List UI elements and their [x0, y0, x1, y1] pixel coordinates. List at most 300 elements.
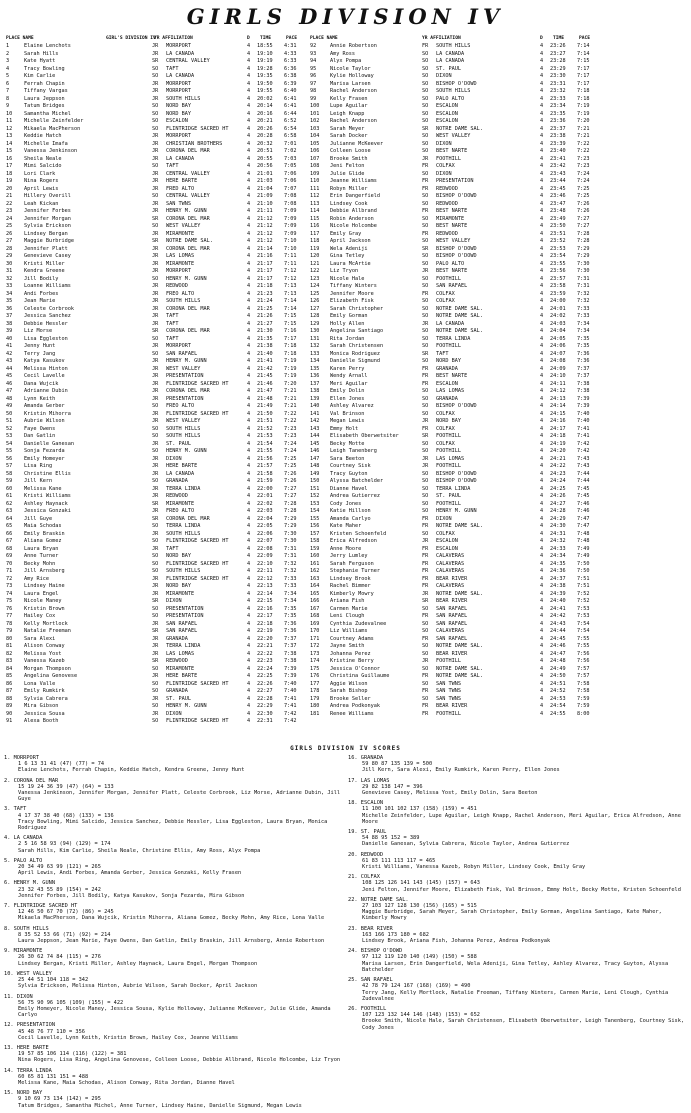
- cell-name: Aubrie Wilson: [24, 418, 65, 424]
- team-score-block: [348, 800, 686, 825]
- cell-yr: FR: [422, 373, 429, 379]
- cell-pace: 7:42: [284, 718, 297, 724]
- cell-aff: MIRAMONTE: [166, 500, 195, 507]
- cell-yr: JR: [152, 710, 159, 717]
- cell-d: 4: [540, 553, 544, 559]
- team-score-block: [348, 852, 686, 871]
- cell-yr: SO: [422, 388, 429, 394]
- team-score-block: [4, 903, 342, 922]
- table-row: [4, 142, 304, 148]
- cell-aff: SAN TWNS: [166, 200, 191, 207]
- cell-d: 4: [247, 553, 251, 559]
- cell-place: 9: [6, 103, 10, 109]
- cell-time: 21:48: [257, 395, 273, 402]
- cell-pace: 6:40: [284, 88, 297, 94]
- cell-place: 126: [310, 298, 320, 304]
- cell-aff: ESCALON: [436, 545, 458, 552]
- cell-name: Jessica Gonzaki: [24, 508, 71, 514]
- cell-time: 21:51: [257, 418, 273, 424]
- cell-yr: JR: [152, 50, 159, 57]
- cell-place: 160: [310, 553, 320, 559]
- cell-aff: HERE BARTE: [166, 673, 198, 679]
- cell-aff: GRANADA: [166, 688, 188, 694]
- cell-time: 19:19: [257, 58, 273, 64]
- cell-pace: 7:27: [284, 485, 297, 492]
- table-row: [4, 674, 304, 680]
- cell-pace: 7:18: [284, 343, 297, 349]
- cell-pace: 7:50: [577, 568, 590, 574]
- cell-time: 24:02: [550, 313, 566, 319]
- cell-place: 27: [6, 238, 13, 244]
- cell-yr: SO: [152, 433, 159, 439]
- team-name: ESCALON: [360, 800, 384, 807]
- cell-pace: 7:23: [577, 155, 590, 162]
- cell-pace: 7:57: [577, 673, 590, 679]
- cell-time: 24:31: [550, 530, 566, 537]
- team-score-block: [4, 1022, 342, 1041]
- cell-time: 20:32: [257, 140, 273, 147]
- cell-d: 4: [247, 253, 251, 259]
- cell-place: 130: [310, 328, 320, 334]
- cell-place: 106: [310, 148, 320, 154]
- cell-d: 4: [540, 635, 544, 642]
- cell-d: 4: [540, 433, 544, 439]
- cell-pace: 4:33: [284, 50, 297, 57]
- team-score-block: [4, 835, 342, 854]
- cell-pace: 7:53: [577, 613, 590, 619]
- cell-time: 20:51: [257, 148, 273, 154]
- cell-pace: 6:38: [284, 73, 297, 79]
- table-row: [4, 269, 304, 275]
- cell-time: 24:26: [550, 493, 566, 499]
- cell-name: Kimberly Mowry: [330, 590, 374, 597]
- table-row: [308, 374, 608, 380]
- cell-name: Megan Lewis: [330, 418, 365, 424]
- cell-time: 24:35: [550, 560, 566, 567]
- cell-aff: LA CANADA: [166, 50, 195, 57]
- cell-aff: BEST NARTE: [436, 148, 468, 154]
- cell-time: 21:54: [257, 440, 273, 447]
- cell-d: 4: [540, 590, 544, 597]
- cell-place: 31: [6, 268, 13, 274]
- cell-time: 21:59: [257, 478, 273, 484]
- cell-time: 24:21: [550, 455, 566, 462]
- cell-d: 4: [540, 380, 544, 387]
- table-row: [308, 652, 608, 658]
- cell-name: Jeni Felton: [330, 163, 365, 169]
- table-row: [4, 367, 304, 373]
- cell-d: 4: [540, 388, 544, 394]
- cell-time: 24:30: [550, 523, 566, 529]
- table-row: [4, 502, 304, 508]
- cell-d: 4: [540, 673, 544, 679]
- cell-name: Alexa Booth: [24, 718, 59, 724]
- cell-aff: SAN RAFAEL: [166, 620, 198, 627]
- cell-name: Sheila Neale: [24, 155, 62, 162]
- cell-aff: GRANADA: [436, 395, 458, 402]
- cell-pace: 6:41: [284, 95, 297, 102]
- cell-yr: JR: [422, 320, 429, 327]
- cell-time: 20:14: [257, 103, 273, 109]
- team-places: 25 44 51 104 118 = 342: [18, 977, 89, 984]
- table-row: [308, 247, 608, 253]
- table-row: [308, 502, 608, 508]
- cell-yr: SO: [152, 553, 159, 559]
- cell-aff: CORONA DEL MAR: [166, 515, 210, 522]
- cell-d: 4: [247, 343, 251, 349]
- team-places: 4 17 37 38 40 (68) (133) = 136: [18, 812, 114, 819]
- cell-place: 162: [310, 568, 320, 574]
- cell-aff: DIXON: [166, 710, 182, 717]
- cell-yr: FR: [422, 185, 429, 192]
- cell-d: 4: [540, 80, 544, 87]
- cell-time: 23:42: [550, 163, 566, 169]
- cell-name: Ferrah Chapin: [24, 80, 65, 87]
- table-row: [308, 202, 608, 208]
- cell-name: Emily Rumkirk: [24, 688, 65, 694]
- cell-yr: JR: [152, 575, 159, 582]
- team-name: BISHOP O'DOWD: [360, 948, 403, 955]
- cell-pace: 7:38: [577, 388, 590, 394]
- table-row: [4, 277, 304, 283]
- team-runners: Sylvia Erickson, Melissa Hinton, Aubrie Wilson, Sarah Docker, April Jackson: [18, 983, 258, 990]
- cell-yr: SR: [152, 515, 159, 522]
- team-name: PRESENTATION: [16, 1022, 56, 1029]
- cell-d: 4: [247, 673, 251, 679]
- cell-pace: 7:14: [284, 298, 297, 304]
- cell-d: 4: [540, 508, 544, 514]
- cell-pace: 6:54: [284, 125, 297, 132]
- cell-time: 21:58: [257, 470, 273, 477]
- cell-time: 23:32: [550, 88, 566, 94]
- cell-pace: 7:34: [284, 598, 297, 604]
- cell-aff: REDWOOD: [436, 185, 458, 192]
- cell-yr: JR: [152, 283, 159, 289]
- cell-place: 118: [310, 238, 320, 244]
- cell-place: 128: [310, 313, 320, 319]
- cell-yr: FR: [422, 425, 429, 432]
- cell-time: 22:08: [257, 545, 273, 552]
- cell-d: 4: [540, 185, 544, 192]
- team-rank: 5.: [4, 857, 11, 864]
- cell-pace: 7:22: [284, 418, 297, 424]
- cell-yr: SO: [152, 335, 159, 342]
- cell-pace: 7:41: [577, 425, 590, 432]
- cell-time: 24:45: [550, 635, 566, 642]
- cell-name: Debbie Allbrand: [330, 208, 377, 214]
- table-row: [4, 554, 304, 560]
- cell-d: 4: [247, 515, 251, 522]
- cell-time: 21:17: [257, 260, 273, 267]
- cell-pace: 7:48: [577, 530, 590, 537]
- cell-d: 4: [540, 170, 544, 177]
- cell-yr: JR: [152, 365, 159, 372]
- cell-yr: JR: [152, 208, 159, 214]
- cell-time: 21:38: [257, 343, 273, 349]
- cell-name: Danielle Sigmund: [330, 358, 380, 364]
- cell-yr: SR: [422, 350, 429, 357]
- cell-yr: SO: [422, 305, 429, 312]
- cell-aff: FOOTHILL: [436, 275, 461, 282]
- col-yr-affiliation: YR AFFILIATION: [154, 36, 193, 41]
- cell-time: 24:55: [550, 710, 566, 717]
- cell-pace: 7:47: [577, 515, 590, 522]
- cell-yr: JR: [152, 148, 159, 154]
- team-runners: Nina Rogers, Lisa Ring, Angelina Genovese, Colleen Loose, Debbie Allbrand, Nicole Holcombe, Liz Tryon: [18, 1057, 341, 1064]
- cell-place: 66: [6, 530, 13, 537]
- table-row: [308, 539, 608, 545]
- cell-time: 21:35: [257, 335, 273, 342]
- cell-d: 4: [540, 200, 544, 207]
- cell-yr: JR: [152, 545, 159, 552]
- team-score-block: [4, 806, 342, 831]
- cell-d: 4: [247, 463, 251, 469]
- table-row: [308, 554, 608, 560]
- cell-time: 23:57: [550, 275, 566, 282]
- cell-name: Lisa Ring: [24, 463, 53, 469]
- cell-place: 143: [310, 425, 320, 432]
- cell-aff: LAS LOMAS: [166, 650, 195, 657]
- cell-time: 24:40: [550, 598, 566, 604]
- cell-time: 23:40: [550, 148, 566, 154]
- team-places: 97 112 119 120 140 (149) (150) = 588: [362, 954, 477, 961]
- cell-yr: SO: [422, 440, 429, 447]
- cell-pace: 7:31: [284, 553, 297, 559]
- cell-pace: 7:28: [577, 230, 590, 237]
- cell-pace: 7:53: [577, 605, 590, 612]
- cell-time: 22:18: [257, 620, 273, 627]
- cell-d: 4: [247, 530, 251, 537]
- cell-name: Lindsey Bergan: [24, 230, 68, 237]
- cell-place: 107: [310, 155, 320, 162]
- cell-place: 2: [6, 50, 10, 57]
- table-row: [4, 494, 304, 500]
- table-row: [308, 239, 608, 245]
- cell-yr: FR: [422, 575, 429, 582]
- cell-time: 22:23: [257, 658, 273, 664]
- cell-place: 10: [6, 110, 13, 117]
- table-row: [4, 629, 304, 635]
- cell-name: Kelly Frasen: [330, 95, 368, 102]
- cell-place: 110: [310, 178, 320, 184]
- cell-time: 19:28: [257, 65, 273, 72]
- cell-yr: SR: [152, 58, 159, 64]
- cell-place: 96: [310, 73, 317, 79]
- cell-d: 4: [540, 208, 544, 214]
- cell-place: 115: [310, 215, 320, 222]
- cell-aff: BEST NARTE: [436, 268, 468, 274]
- cell-pace: 7:23: [284, 433, 297, 439]
- cell-pace: 6:58: [284, 133, 297, 139]
- cell-pace: 7:30: [284, 530, 297, 537]
- cell-pace: 7:36: [577, 350, 590, 357]
- cell-pace: 7:50: [577, 560, 590, 567]
- cell-aff: BEAR RIVER: [436, 598, 468, 604]
- cell-name: Julie Glide: [330, 170, 365, 177]
- table-row: [308, 217, 608, 223]
- cell-yr: SO: [152, 560, 159, 567]
- cell-place: 24: [6, 215, 13, 222]
- cell-time: 24:27: [550, 500, 566, 507]
- cell-place: 112: [310, 193, 320, 199]
- cell-name: Anne Moore: [330, 545, 362, 552]
- cell-yr: SO: [422, 695, 429, 702]
- cell-name: Becky Mohn: [24, 560, 56, 567]
- cell-pace: 7:17: [284, 335, 297, 342]
- cell-pace: 7:30: [577, 260, 590, 267]
- table-row: [4, 359, 304, 365]
- cell-time: 21:23: [257, 290, 273, 297]
- table-row: [4, 374, 304, 380]
- cell-name: Vanessa Jenkinson: [24, 148, 78, 154]
- table-row: [4, 194, 304, 200]
- cell-aff: SOUTH HILLS: [166, 298, 201, 304]
- cell-aff: NOTRE DAME SAL.: [436, 643, 483, 649]
- table-row: [4, 449, 304, 455]
- cell-pace: 7:37: [577, 365, 590, 372]
- cell-aff: GRANADA: [166, 478, 188, 484]
- cell-d: 4: [247, 328, 251, 334]
- cell-d: 4: [540, 680, 544, 687]
- table-row: [308, 712, 608, 718]
- cell-pace: 6:33: [284, 58, 297, 64]
- cell-yr: SO: [422, 110, 429, 117]
- table-row: [4, 427, 304, 433]
- cell-aff: REDWOOD: [436, 200, 458, 207]
- cell-d: 4: [540, 455, 544, 462]
- cell-place: 53: [6, 433, 13, 439]
- cell-aff: FLINTRIDGE SACRED HT: [166, 125, 229, 132]
- cell-name: Emily Braskin: [24, 530, 65, 537]
- cell-d: 4: [540, 440, 544, 447]
- cell-d: 4: [540, 43, 544, 49]
- cell-place: 43: [6, 358, 13, 364]
- cell-name: Mimi Salcido: [24, 163, 62, 169]
- cell-aff: NOTRE DAME SAL.: [436, 125, 483, 132]
- cell-yr: JR: [152, 455, 159, 462]
- team-runners: Emily Homeyer, Nicole Maney, Jessica Sousa, Kylie Holloway, Julianne McKeever, Julie Glide, Amanda Carlyo: [18, 1005, 331, 1019]
- cell-yr: FR: [422, 688, 429, 694]
- table-row: [4, 89, 304, 95]
- cell-time: 24:44: [550, 628, 566, 634]
- cell-pace: 7:41: [577, 433, 590, 439]
- cell-aff: CALAVERAS: [436, 583, 465, 589]
- cell-pace: 7:09: [284, 208, 297, 214]
- cell-aff: SAN RAFAEL: [436, 620, 468, 627]
- table-row: [308, 292, 608, 298]
- team-places: 42 78 79 124 167 (168) (169) = 490: [362, 983, 471, 990]
- cell-d: 4: [540, 425, 544, 432]
- cell-d: 4: [540, 73, 544, 79]
- table-row: [308, 487, 608, 493]
- cell-pace: 7:23: [284, 425, 297, 432]
- cell-name: Carmen Marie: [330, 605, 368, 612]
- cell-pace: 7:35: [284, 613, 297, 619]
- table-row: [4, 547, 304, 553]
- table-row: [4, 104, 304, 110]
- cell-yr: JR: [152, 170, 159, 177]
- cell-pace: 7:26: [284, 478, 297, 484]
- table-row: [308, 359, 608, 365]
- team-rank: 25.: [348, 977, 358, 984]
- team-places: 56 75 90 96 105 (109) (155) = 422: [18, 999, 124, 1006]
- cell-pace: 7:55: [577, 643, 590, 649]
- cell-yr: FR: [422, 178, 429, 184]
- team-rank: 22.: [348, 896, 358, 903]
- cell-place: 56: [6, 455, 13, 462]
- cell-aff: REDWOOD: [166, 658, 188, 664]
- cell-pace: 7:19: [577, 103, 590, 109]
- cell-time: 24:39: [550, 590, 566, 597]
- cell-yr: SO: [422, 448, 429, 454]
- cell-yr: JR: [152, 140, 159, 147]
- team-scores-title: GIRLS DIVISION IV SCORES: [290, 745, 401, 752]
- cell-d: 4: [540, 343, 544, 349]
- cell-pace: 7:57: [577, 665, 590, 672]
- cell-place: 17: [6, 163, 13, 169]
- team-score-block: [4, 1090, 342, 1109]
- cell-d: 4: [540, 230, 544, 237]
- cell-name: Liz Williams: [330, 628, 368, 634]
- cell-d: 4: [247, 410, 251, 417]
- cell-place: 47: [6, 388, 13, 394]
- cell-yr: JR: [152, 673, 159, 679]
- cell-aff: COLFAX: [436, 163, 455, 169]
- cell-aff: SOUTH HILLS: [436, 88, 471, 94]
- cell-pace: 4:31: [284, 43, 297, 49]
- table-row: [4, 82, 304, 88]
- cell-time: 22:05: [257, 523, 273, 529]
- cell-aff: WEST VALLEY: [166, 418, 201, 424]
- team-score-block: [348, 897, 686, 922]
- cell-name: Cynthia Zudevalnee: [330, 620, 387, 627]
- cell-d: 4: [247, 665, 251, 672]
- cell-place: 170: [310, 628, 320, 634]
- cell-time: 22:20: [257, 635, 273, 642]
- cell-time: 21:09: [257, 193, 273, 199]
- cell-aff: FOOTHILL: [436, 448, 461, 454]
- cell-aff: WEST VALLEY: [436, 238, 471, 244]
- cell-yr: FR: [422, 635, 429, 642]
- cell-d: 4: [247, 335, 251, 342]
- team-runners: Tatum Bridges, Samantha Michel, Anne Turner, Lindsey Haine, Danielle Sigmund, Megan Lewis: [18, 1102, 302, 1109]
- team-rank: 2.: [4, 777, 11, 784]
- table-row: [4, 254, 304, 260]
- cell-name: Jill Arnsberg: [24, 568, 65, 574]
- cell-pace: 7:22: [577, 148, 590, 154]
- cell-pace: 7:28: [284, 500, 297, 507]
- cell-d: 4: [540, 710, 544, 717]
- cell-yr: SO: [422, 628, 429, 634]
- cell-place: 48: [6, 395, 13, 402]
- cell-time: 21:12: [257, 230, 273, 237]
- team-runners: Mikaela MacPherson, Dana Wujcik, Kristin Mihorra, Aliana Gomez, Becky Mohn, Amy Rice, Lona Valle: [18, 915, 325, 922]
- cell-d: 4: [247, 403, 251, 409]
- cell-name: Jill Kern: [24, 478, 53, 484]
- table-row: [308, 284, 608, 290]
- team-places: 9 10 69 73 134 (142) = 295: [18, 1096, 101, 1103]
- cell-place: 144: [310, 433, 320, 439]
- cell-pace: 7:25: [577, 185, 590, 192]
- cell-pace: 7:01: [284, 140, 297, 147]
- cell-aff: SAN TWNS: [436, 688, 461, 694]
- team-places: 60 65 81 131 151 = 488: [18, 1073, 89, 1080]
- cell-aff: MIRAMONTE: [436, 215, 465, 222]
- table-row: [308, 74, 608, 80]
- cell-time: 24:16: [550, 418, 566, 424]
- cell-time: 23:26: [550, 43, 566, 49]
- cell-time: 22:22: [257, 650, 273, 657]
